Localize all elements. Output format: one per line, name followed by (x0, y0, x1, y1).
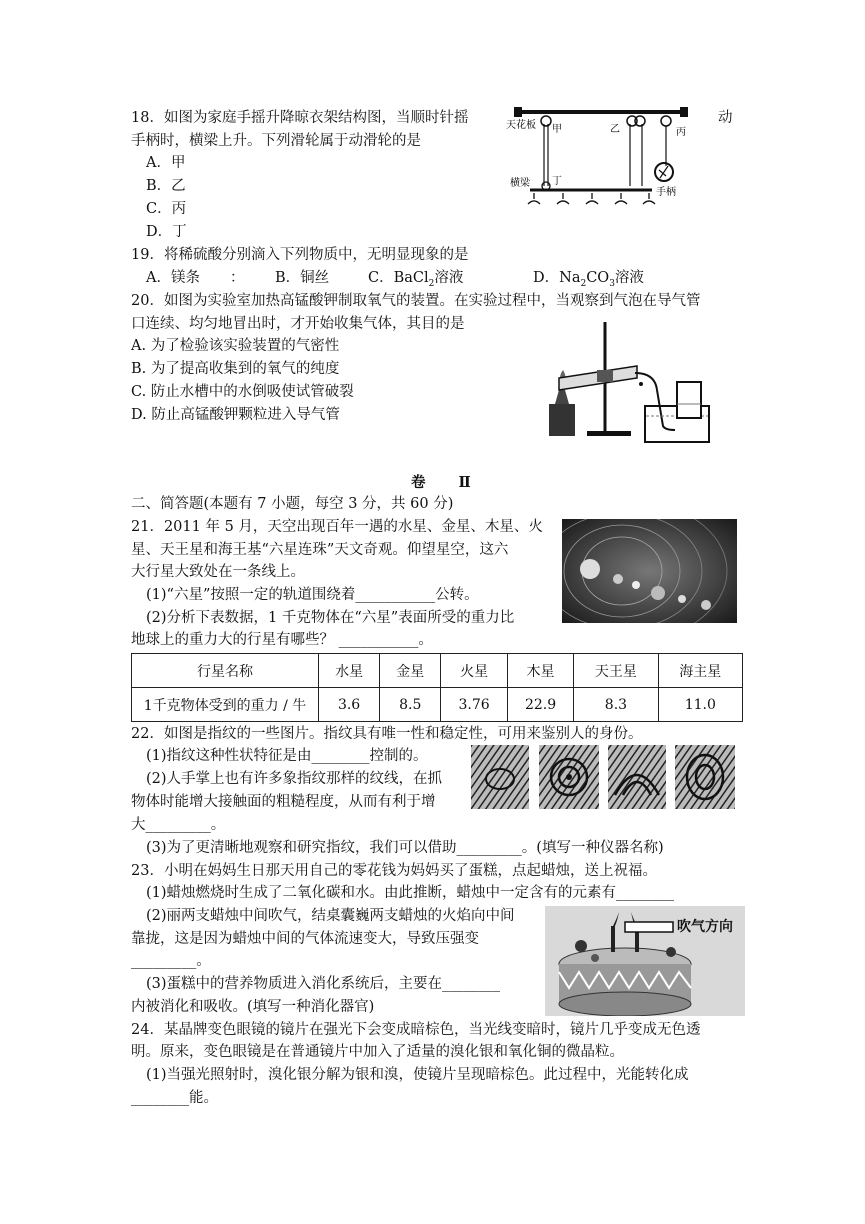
beam-label: 横梁 (510, 178, 530, 189)
section-title: 卷 Ⅱ (411, 474, 485, 491)
fingerprint-3 (608, 745, 666, 809)
table-row (132, 688, 743, 722)
collecting-bottle (677, 382, 701, 418)
q21-line2: 星、天王星和海王基“六星连珠”天文奇观。仰望星空，这六 (131, 542, 509, 558)
q19-colon: ： (230, 270, 245, 286)
candle-left (611, 926, 615, 952)
pulley-jia (541, 116, 551, 126)
q23-part3-line2: 内被消化和吸收。(填写一种消化器官) (131, 999, 375, 1015)
q23-part2-line1: (2)丽两支蜡烛中间吹气，结桌囊巍两支蜡烛的火焰向中间 (146, 908, 515, 924)
q19-option-a: A．镁条 (146, 270, 200, 286)
pulley-bing-label: 丙 (676, 127, 686, 138)
q20-stem-line2: 口连续、均匀地冒出时，才开始收集气体，其目的是 (131, 316, 465, 332)
pulley-ding-label: 丁 (552, 176, 562, 187)
q24-line2: 明。原来，变色眼镜是在普通镜片中加入了适量的溴化银和氧化铜的微晶粒。 (131, 1044, 624, 1060)
table-cell: 22.9 (507, 688, 573, 722)
table-cell: 3.6 (319, 688, 380, 722)
table-cell: 天王星 (574, 654, 658, 688)
q22-part3: (3)为了更清晰地观察和研究指纹，我们可以借助_________。(填写一种仪器名称) (146, 840, 664, 856)
table-cell: 11.0 (658, 688, 742, 722)
table-cell: 水星 (319, 654, 380, 688)
q18-option-c: C．丙 (146, 201, 187, 217)
blow-direction-label: 吹气方向 (677, 919, 733, 935)
q19-option-c: C．BaCl$_2$溶液 (368, 270, 464, 289)
table-cell: 火星 (441, 654, 507, 688)
q18-stem-line1: 18．如图为家庭手摇升降晾衣架结构图，当顺时针摇 (131, 110, 469, 126)
table-cell: 金星 (380, 654, 441, 688)
fingerprint-2 (539, 745, 599, 809)
pulley-bing (661, 116, 671, 126)
q18-stem-tail: 动 (718, 110, 733, 126)
birthday-cake-image (545, 906, 745, 1016)
fingerprint-images (471, 745, 737, 811)
q18-option-d: D．丁 (146, 224, 187, 240)
q18-stem-line2: 手柄时，横梁上升。下列滑轮属于动滑轮的是 (131, 133, 421, 149)
q24-line1: 24．某晶牌变色眼镜的镜片在强光下会变成暗棕色，当光线变暗时，镜片几乎变成无色透 (131, 1022, 701, 1038)
q23-part2-line2: 靠拢，这是因为蜡烛中间的气体流速变大，导致压强变 (131, 931, 479, 947)
table-cell: 3.76 (441, 688, 507, 722)
alcohol-lamp (549, 404, 575, 436)
table-cell: 海主星 (658, 654, 742, 688)
q22-part2-line3: 大_________。 (131, 817, 226, 833)
oxygen-apparatus-diagram (545, 318, 713, 444)
q21-line3: 大行星大致处在一条线上。 (131, 564, 305, 580)
delivery-tube (635, 373, 675, 430)
q19-option-d: D．$Na_2CO_3$溶液 (533, 270, 644, 289)
q21-part2-line1: (2)分析下表数据，1 千克物体在“六星”表面所受的重力比 (146, 610, 515, 626)
clothes-rack-pulley-diagram (506, 104, 696, 216)
table-header-cell: 1千克物体受到的重力 / 牛 (132, 688, 319, 722)
q18-option-b: B．乙 (146, 178, 186, 194)
q20-option-c: C. 防止水槽中的水倒吸使试管破裂 (131, 384, 354, 400)
section-header: 二、简答题(本题有 7 小题，每空 3 分，共 60 分) (131, 496, 454, 512)
q22-part1: (1)指纹这种性状特征是由________控制的。 (146, 748, 428, 764)
six-planets-photo (562, 519, 737, 623)
handle-label: 手柄 (656, 187, 676, 198)
q21-part2-line2: 地球上的重力大的行星有哪些？ ___________。 (131, 632, 433, 648)
pulley-jia-label: 甲 (552, 124, 562, 135)
q20-stem-line1: 20．如图为实验室加热高锰酸钾制取氧气的装置。在实验过程中，当观察到气泡在导气管 (131, 293, 701, 309)
pulley-yi-label: 乙 (610, 124, 620, 135)
q20-option-a: A. 为了检验该实验装置的气密性 (131, 338, 340, 354)
q20-option-b: B. 为了提高收集到的氧气的纯度 (131, 361, 340, 377)
table-cell: 8.3 (574, 688, 658, 722)
q21-part1: (1)“六星”按照一定的轨道围绕着___________公转。 (146, 587, 479, 603)
q19-option-b: B．铜丝 (275, 270, 330, 286)
q23-part1: (1)蜡烛燃烧时生成了二氧化碳和水。由此推断，蜡烛中一定含有的元素有________ (146, 885, 675, 901)
table-row (132, 654, 743, 688)
fingerprint-1 (471, 745, 529, 809)
table-cell: 8.5 (380, 688, 441, 722)
table-cell: 木星 (507, 654, 573, 688)
q19-stem: 19．将稀硫酸分别滴入下列物质中，无明显现象的是 (131, 247, 469, 263)
blow-tube (625, 922, 673, 932)
q24-part1-line1: (1)当强光照射时，溴化银分解为银和溴，使镜片呈现暗棕色。此过程中，光能转化成 (146, 1067, 689, 1083)
q22-line1: 22．如图是指纹的一些图片。指纹具有唯一性和稳定性，可用来鉴别人的身份。 (131, 726, 643, 742)
q22-part2-line2: 物体时能增大接触面的粗糙程度，从而有利于增 (131, 794, 436, 810)
q24-part1-line2: ________能。 (131, 1090, 218, 1106)
q23-part2-line3: _________。 (131, 953, 211, 969)
planet-gravity-table (131, 653, 743, 722)
q23-part3-line1: (3)蛋糕中的营养物质进入消化系统后，主要在________ (146, 976, 501, 992)
ceiling-label: 天花板 (506, 120, 536, 131)
q22-part2-line1: (2)人手掌上也有许多象指纹那样的纹线，在抓 (146, 771, 443, 787)
q18-option-a: A．甲 (146, 155, 186, 171)
q21-line1: 21．2011 年 5 月，天空出现百年一遇的水星、金星、木星、火 (131, 519, 543, 535)
q20-option-d: D. 防止高锰酸钾颗粒进入导气管 (131, 407, 340, 423)
q23-line1: 23．小明在妈妈生日那天用自己的零花钱为妈妈买了蛋糕，点起蜡烛，送上祝福。 (131, 863, 657, 879)
fingerprint-4 (675, 745, 735, 809)
table-header-cell: 行星名称 (132, 654, 319, 688)
